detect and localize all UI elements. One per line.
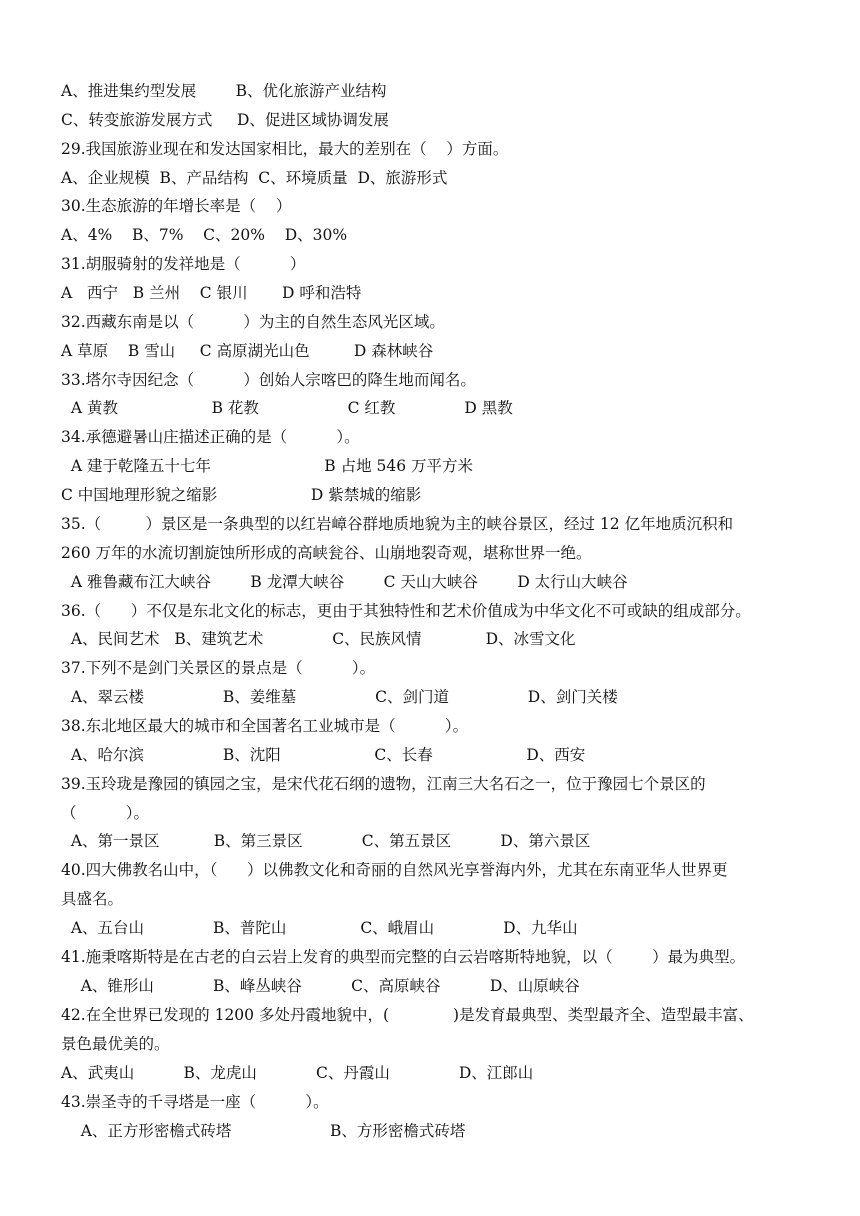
text-line: A、哈尔滨 B、沈阳 C、长春 D、西安	[61, 746, 586, 764]
text-line: 33.塔尔寺因纪念（ ）创始人宗喀巴的降生地而闻名。	[61, 371, 476, 389]
text-line: 36.（ ）不仅是东北文化的标志，更由于其独特性和艺术价值成为中华文化不可或缺的组成部分。	[61, 602, 751, 620]
text-line: A、武夷山 B、龙虎山 C、丹霞山 D、江郎山	[61, 1064, 534, 1082]
text-line: A、推进集约型发展 B、优化旅游产业结构	[61, 82, 387, 100]
text-line: A、企业规模 B、产品结构 C、环境质量 D、旅游形式	[61, 169, 448, 187]
text-line: 41.施秉喀斯特是在古老的白云岩上发育的典型而完整的白云岩喀斯特地貌，以（ ）最为典型。	[61, 948, 746, 966]
text-line: 38.东北地区最大的城市和全国著名工业城市是（ ）。	[61, 717, 469, 735]
text-line: 39.玉玲珑是豫园的镇园之宝，是宋代花石纲的遗物，江南三大名石之一，位于豫园七个景区的	[61, 775, 706, 793]
text-line: （ ）。	[61, 804, 150, 822]
text-line: 具盛名。	[61, 890, 124, 908]
text-line: 40.四大佛教名山中，（ ）以佛教文化和奇丽的自然风光享誉海内外，尤其在东南亚华人世界更	[61, 861, 728, 879]
text-line: C、转变旅游发展方式 D、促进区域协调发展	[61, 111, 389, 129]
text-line: A、民间艺术 B、建筑艺术 C、民族风情 D、冰雪文化	[61, 630, 576, 648]
text-line: A、4% B、7% C、20% D、30%	[61, 226, 348, 244]
text-line: 37.下列不是剑门关景区的景点是（ ）。	[61, 659, 376, 677]
text-line: C 中国地理形貌之缩影 D 紫禁城的缩影	[61, 486, 422, 504]
text-line: 29.我国旅游业现在和发达国家相比，最大的差别在（ ）方面。	[61, 140, 509, 158]
text-line: A、翠云楼 B、姜维墓 C、剑门道 D、剑门关楼	[61, 688, 618, 706]
text-line: 35.（ ）景区是一条典型的以红岩嶂谷群地质地貌为主的峡谷景区，经过 12 亿年地质沉积和	[61, 515, 734, 533]
text-line: A、五台山 B、普陀山 C、峨眉山 D、九华山	[61, 919, 578, 937]
text-line: 260 万年的水流切割旋蚀所形成的高峡瓮谷、山崩地裂奇观，堪称世界一绝。	[61, 544, 592, 562]
text-line: 30.生态旅游的年增长率是（ ）	[61, 197, 292, 215]
text-line: A 雅鲁藏布江大峡谷 B 龙潭大峡谷 C 天山大峡谷 D 太行山大峡谷	[61, 573, 628, 591]
text-line: A、锥形山 B、峰丛峡谷 C、高原峡谷 D、山原峡谷	[61, 977, 580, 995]
text-line: 43.崇圣寺的千寻塔是一座（ ）。	[61, 1093, 329, 1111]
text-line: A 草原 B 雪山 C 高原湖光山色 D 森林峡谷	[61, 342, 434, 360]
text-line: 34.承德避暑山庄描述正确的是（ ）。	[61, 428, 360, 446]
text-line: A 黄教 B 花教 C 红教 D 黑教	[61, 399, 513, 417]
text-line: A 西宁 B 兰州 C 银川 D 呼和浩特	[61, 284, 362, 302]
text-line: 32.西藏东南是以（ ）为主的自然生态风光区域。	[61, 313, 445, 331]
text-line: 31.胡服骑射的发祥地是（ ）	[61, 255, 306, 273]
text-line: A 建于乾隆五十七年 B 占地 546 万平方米	[61, 457, 474, 475]
text-line: A、正方形密檐式砖塔 B、方形密檐式砖塔	[61, 1122, 466, 1140]
text-line: A、第一景区 B、第三景区 C、第五景区 D、第六景区	[61, 832, 591, 850]
text-line: 景色最优美的。	[61, 1035, 170, 1053]
text-line: 42.在全世界已发现的 1200 多处丹霞地貌中，( )是发育最典型、类型最齐全、造型最丰富、	[61, 1006, 754, 1024]
